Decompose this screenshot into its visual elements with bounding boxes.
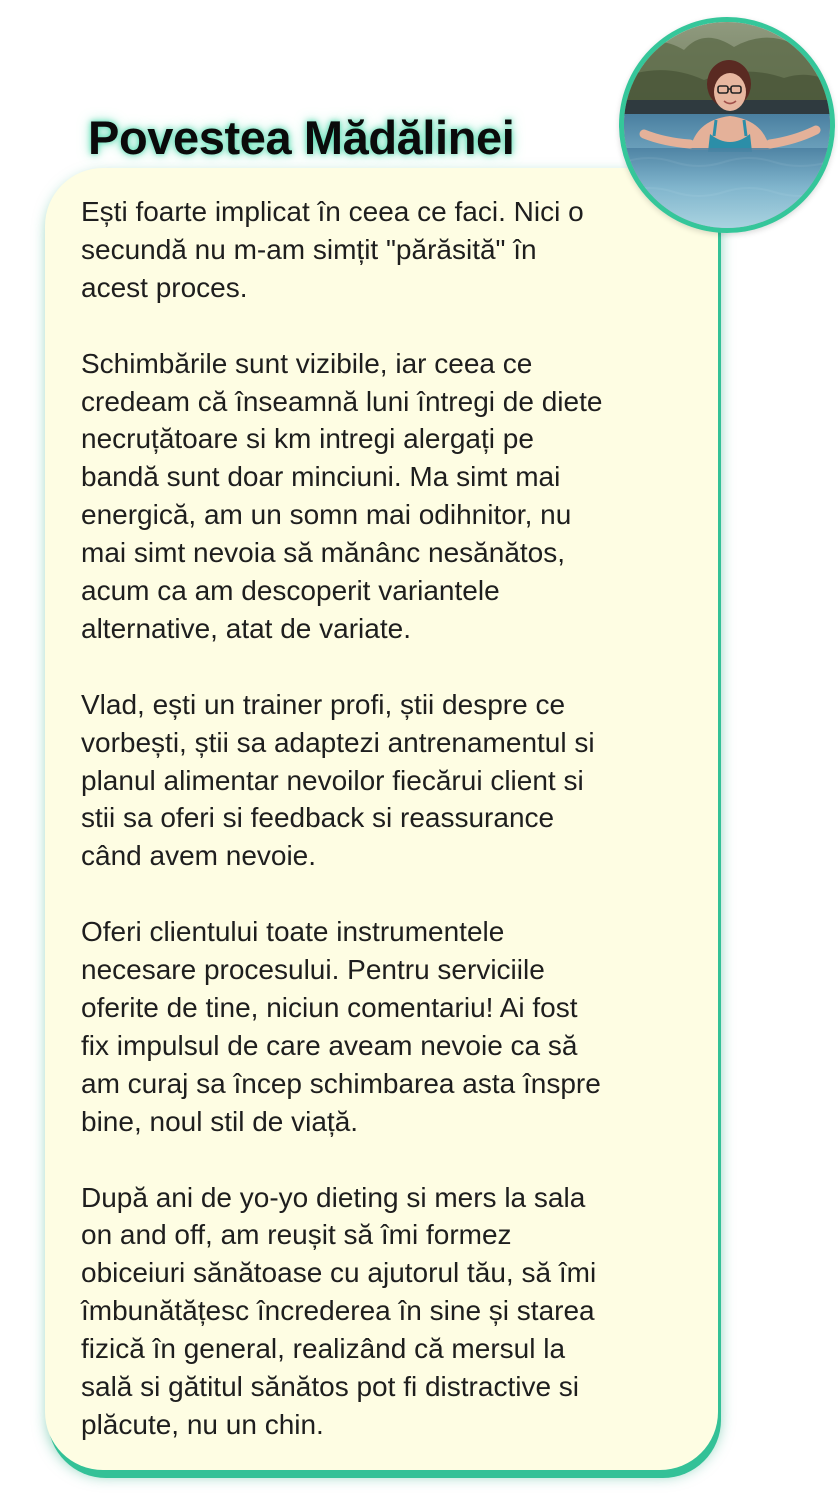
testimonial-paragraph: Oferi clientului toate instrumentele necesare procesului. Pentru serviciile oferite de tine, niciun comentariu! Ai fost fix impulsul de care aveam nevoie ca să am curaj sa încep schimbarea asta înspre bine, noul stil de viață.	[81, 916, 601, 1137]
testimonial-paragraph: Vlad, ești un trainer profi, știi despre ce vorbești, știi sa adaptezi antrenamentul si planul alimentar nevoilor fiecărui client si stii sa oferi si feedback si reassurance când avem nevoie.	[81, 688, 595, 872]
testimonial-body	[81, 193, 691, 1444]
avatar	[619, 17, 835, 233]
testimonial-paragraph: Schimbările sunt vizibile, iar ceea ce credeam că înseamnă luni întregi de diete necruțătoare si km intregi alergați pe bandă sunt doar minciuni. Ma simt mai energică, am un somn mai odihnitor, nu mai simt nevoia să mănânc nesănătos, acum ca am descoperit variantele alternative, atat de variate.	[81, 347, 603, 644]
testimonial-card	[45, 168, 718, 1470]
testimonial-paragraph: Ești foarte implicat în ceea ce faci. Nici o secundă nu m-am simțit "părăsită" în acest proces.	[81, 196, 584, 303]
testimonial-title: Povestea Mădălinei	[88, 111, 515, 164]
woman-in-pool-photo-icon	[624, 22, 830, 228]
testimonial-paragraph: După ani de yo-yo dieting si mers la sala on and off, am reușit să îmi formez obiceiuri sănătoase cu ajutorul tău, să îmi îmbunătățesc încrederea în sine și starea fizică în general, realizând că mersul la sală si gătitul sănătos pot fi distractive si plăcute, nu un chin.	[81, 1181, 597, 1440]
